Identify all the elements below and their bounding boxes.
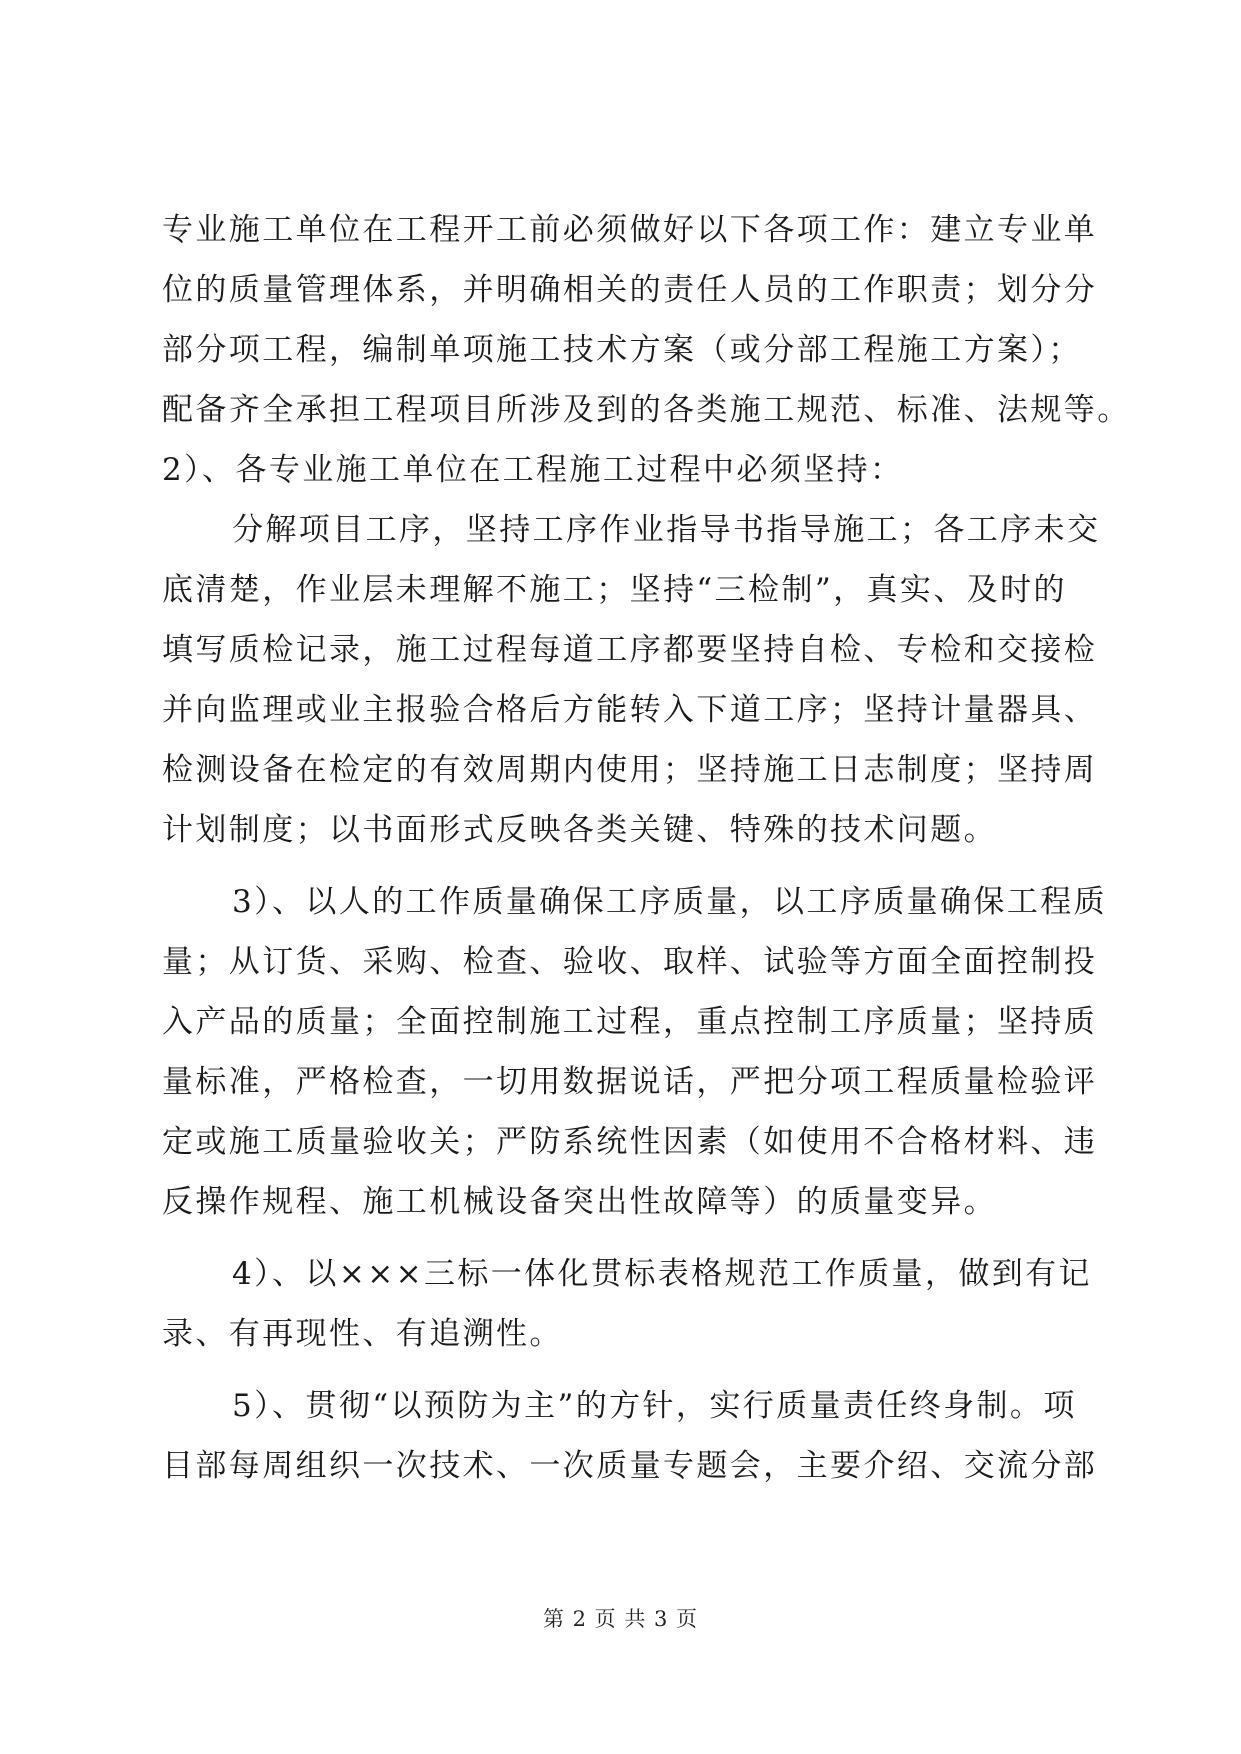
text-line: 专业施工单位在工程开工前必须做好以下各项工作：建立专业单: [162, 212, 1098, 248]
text-line: 录、有再现性、有追溯性。: [162, 1316, 563, 1352]
text-line: 检测设备在检定的有效周期内使用；坚持施工日志制度；坚持周: [162, 752, 1098, 788]
text-line: 部分项工程，编制单项施工技术方案（或分部工程施工方案）；: [162, 332, 1082, 368]
text-line: 量；从订货、采购、检查、验收、取样、试验等方面全面控制投: [162, 944, 1098, 980]
text-line: 目部每周组织一次技术、一次质量专题会，主要介绍、交流分部: [162, 1448, 1098, 1484]
text-line: 反操作规程、施工机械设备突出性故障等）的质量变异。: [162, 1184, 997, 1220]
text-line: 4）、以×××三标一体化贯标表格规范工作质量，做到有记: [232, 1256, 1092, 1292]
text-line: 5）、贯彻“以预防为主”的方针，实行质量责任终身制。项: [232, 1388, 1077, 1424]
text-line: 位的质量管理体系，并明确相关的责任人员的工作职责；划分分: [162, 272, 1098, 308]
text-line: 配备齐全承担工程项目所涉及到的各类施工规范、标准、法规等。: [162, 392, 1131, 428]
text-line: 入产品的质量；全面控制施工过程，重点控制工序质量；坚持质: [162, 1004, 1098, 1040]
text-line: 计划制度；以书面形式反映各类关键、特殊的技术问题。: [162, 812, 997, 848]
text-line: 2）、各专业施工单位在工程施工过程中必须坚持：: [162, 452, 904, 488]
text-line: 底清楚，作业层未理解不施工；坚持“三检制”，真实、及时的: [162, 572, 1067, 608]
text-line: 定或施工质量验收关；严防系统性因素（如使用不合格材料、违: [162, 1124, 1098, 1160]
text-line: 并向监理或业主报验合格后方能转入下道工序；坚持计量器具、: [162, 692, 1098, 728]
text-line: 3）、以人的工作质量确保工序质量，以工序质量确保工程质: [232, 884, 1108, 920]
page-number: 第 2 页 共 3 页: [542, 1607, 699, 1631]
text-line: 分解项目工序，坚持工序作业指导书指导施工；各工序未交: [232, 512, 1101, 548]
text-line: 填写质检记录，施工过程每道工序都要坚持自检、专检和交接检: [162, 632, 1098, 668]
text-line: 量标准，严格检查，一切用数据说话，严把分项工程质量检验评: [162, 1064, 1098, 1100]
